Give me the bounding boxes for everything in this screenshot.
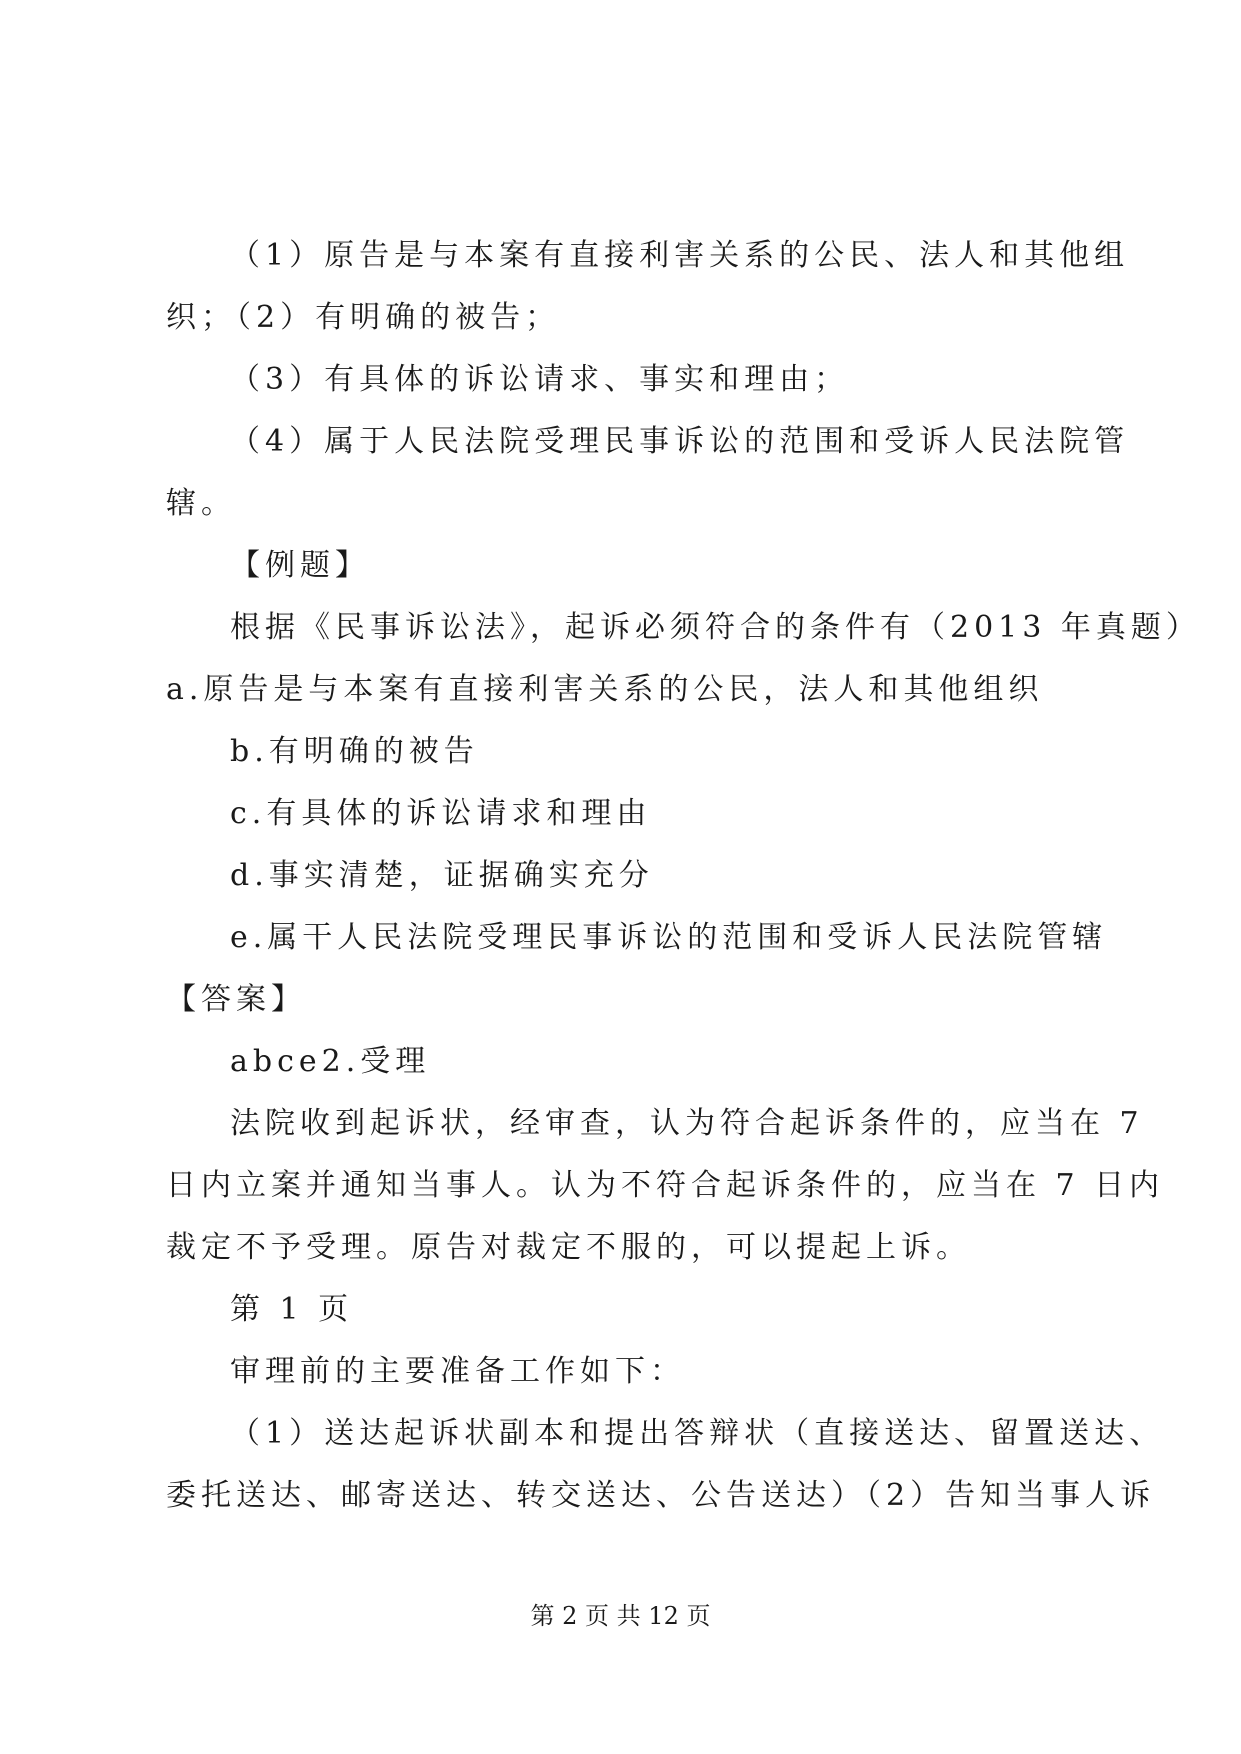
option-d: d.事实清楚，证据确实充分 [230, 858, 654, 893]
answer-heading: 【答案】 [166, 982, 306, 1017]
body-line: （3）有具体的诉讼请求、事实和理由； [230, 362, 850, 397]
option-c: c.有具体的诉讼请求和理由 [230, 796, 652, 831]
page-footer: 第 2 页 共 12 页 [530, 1602, 711, 1630]
body-line: 日内立案并通知当事人。认为不符合起诉条件的，应当在 7 日内 [166, 1168, 1165, 1203]
body-line: （1）送达起诉状副本和提出答辩状（直接送达、留置送达、 [230, 1416, 1165, 1451]
body-line: （1）原告是与本案有直接利害关系的公民、法人和其他组 [230, 238, 1130, 273]
question-text: 根据《民事诉讼法》，起诉必须符合的条件有（2013 年真题） [230, 610, 1201, 645]
section-heading: 【例题】 [230, 548, 370, 583]
inline-page-marker: 第 1 页 [230, 1292, 354, 1327]
option-a: a.原告是与本案有直接利害关系的公民，法人和其他组织 [166, 672, 1044, 707]
body-line: 裁定不予受理。原告对裁定不服的，可以提起上诉。 [166, 1230, 971, 1265]
option-e: e.属干人民法院受理民事诉讼的范围和受诉人民法院管辖 [230, 920, 1108, 955]
body-line: 法院收到起诉状，经审查，认为符合起诉条件的，应当在 7 [230, 1106, 1144, 1141]
body-line: 织；（2）有明确的被告； [166, 300, 561, 335]
option-b: b.有明确的被告 [230, 734, 479, 769]
body-line: 审理前的主要准备工作如下： [230, 1354, 685, 1389]
body-line: （4）属于人民法院受理民事诉讼的范围和受诉人民法院管 [230, 424, 1130, 459]
body-line: 委托送达、邮寄送达、转交送达、公告送达）（2）告知当事人诉 [166, 1478, 1156, 1513]
body-line: 辖。 [166, 486, 236, 521]
answer-text: abce2.受理 [230, 1044, 431, 1079]
